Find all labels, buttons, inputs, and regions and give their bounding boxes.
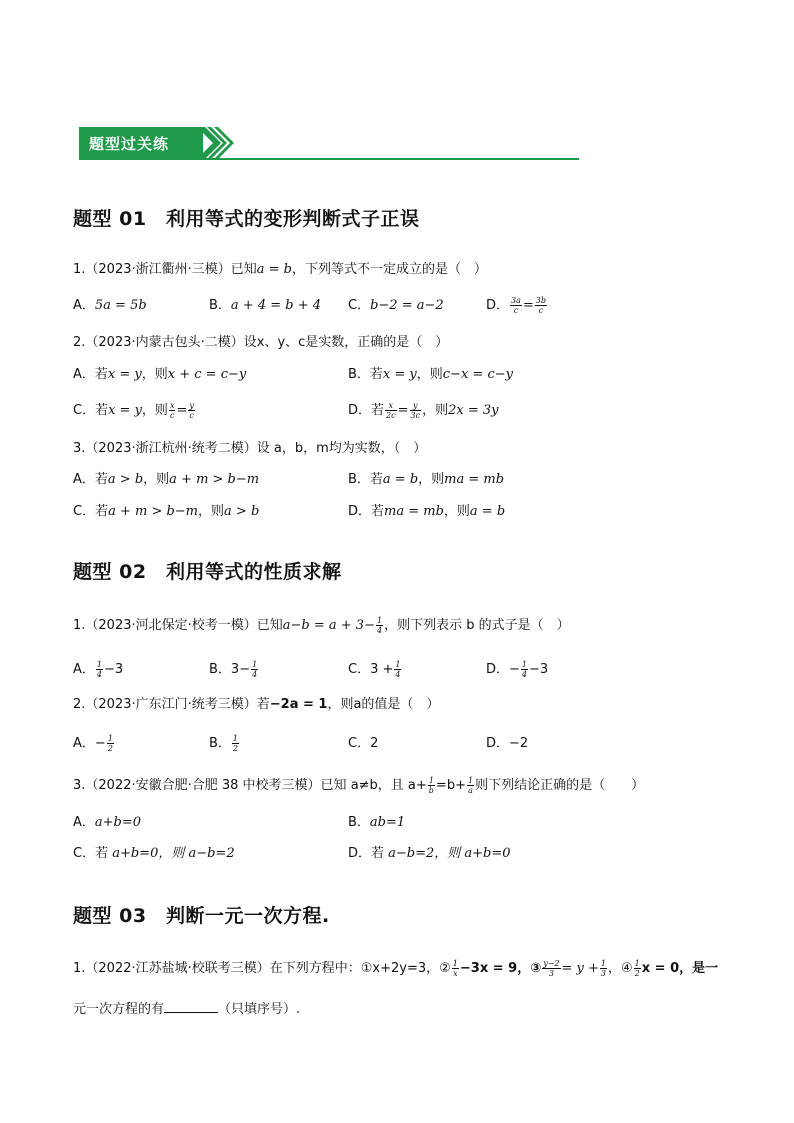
numerator: 1 bbox=[395, 660, 401, 669]
stem-text: ，下列等式不一定成立的是（ ） bbox=[292, 262, 488, 277]
option-label: C． bbox=[348, 736, 371, 751]
option-math: −2 bbox=[509, 736, 529, 751]
question-2-1 bbox=[73, 616, 570, 636]
question-1-2: 2.（2023·内蒙古包头·二模）设x、y、c是实数，正确的是（ ） bbox=[73, 335, 449, 350]
question-1-1 bbox=[73, 260, 487, 280]
fraction bbox=[394, 660, 401, 679]
stem-text: ，④ bbox=[608, 961, 633, 976]
option-text: ，则 bbox=[416, 367, 443, 382]
option-text: ，则 bbox=[422, 403, 449, 418]
option-math: b−2 = a−2 bbox=[370, 298, 444, 313]
stem-math: x = 0，是一 bbox=[641, 961, 719, 976]
option-math: − bbox=[94, 736, 106, 751]
option-text: ，则 bbox=[198, 504, 225, 519]
option-label: C．若 bbox=[73, 504, 109, 519]
numerator: 1 bbox=[232, 734, 239, 743]
option-label: C．若 bbox=[73, 403, 109, 418]
numerator: 1 bbox=[521, 660, 528, 669]
numerator: 1 bbox=[107, 734, 113, 743]
fraction bbox=[107, 734, 114, 753]
option-d bbox=[348, 844, 511, 864]
stem-math: = y + bbox=[561, 961, 599, 976]
option-b bbox=[209, 734, 240, 754]
answer-blank[interactable] bbox=[164, 998, 218, 1013]
numerator: y bbox=[189, 401, 194, 410]
option-label: B．若 bbox=[348, 472, 383, 487]
banner-stripes-icon bbox=[197, 124, 237, 162]
option-math: a + m > b−m bbox=[169, 472, 260, 487]
option-d bbox=[486, 660, 548, 680]
numerator: 1 bbox=[452, 959, 458, 968]
denominator: x bbox=[453, 969, 458, 978]
fraction bbox=[188, 401, 195, 420]
option-text: ，则 bbox=[143, 472, 170, 487]
denominator: 2 bbox=[232, 744, 239, 753]
fraction bbox=[96, 660, 103, 679]
option-a bbox=[73, 365, 246, 385]
numerator: y−2 bbox=[543, 959, 560, 968]
fraction bbox=[510, 296, 522, 315]
denominator: b bbox=[428, 786, 434, 795]
option-text: ，则 bbox=[443, 504, 470, 519]
option-label: D．若 bbox=[348, 846, 385, 861]
section-heading-2: 题型 02 利用等式的性质求解 bbox=[73, 561, 342, 583]
option-c bbox=[348, 296, 444, 316]
denominator: 3 bbox=[548, 969, 554, 978]
question-1-3: 3.（2023·浙江杭州·统考二模）设 a，b，m均为实数，（ ） bbox=[73, 441, 427, 456]
numerator: x bbox=[169, 401, 175, 410]
fraction bbox=[467, 776, 474, 795]
stem-math: −2a = 1 bbox=[269, 697, 328, 712]
stem-text: 2.（2023·广东江门·统考三模）若 bbox=[73, 697, 270, 712]
stem-text: ，则a的值是（ ） bbox=[327, 697, 440, 712]
question-3-1-line2 bbox=[73, 998, 300, 1020]
option-b bbox=[348, 813, 405, 833]
stem-text: ，则下列表示 b 的式子是（ ） bbox=[384, 618, 570, 633]
stem-text: （只填序号）. bbox=[218, 1002, 301, 1017]
numerator: 3b bbox=[535, 296, 546, 305]
numerator: x bbox=[385, 401, 397, 411]
numerator: 1 bbox=[600, 959, 607, 968]
denominator: 4 bbox=[96, 670, 102, 679]
option-b bbox=[209, 660, 259, 680]
option-label: B． bbox=[209, 662, 231, 677]
denominator: c bbox=[538, 306, 544, 315]
numerator: 1 bbox=[467, 776, 474, 785]
numerator: 1 bbox=[96, 660, 102, 669]
numerator: 1 bbox=[428, 776, 434, 785]
option-label: D． bbox=[486, 736, 510, 751]
denominator: 4 bbox=[521, 670, 528, 679]
option-c bbox=[73, 401, 196, 421]
option-math: a+b=0，则 a−b=2 bbox=[108, 846, 235, 861]
option-text: ，则 bbox=[141, 367, 168, 382]
fraction bbox=[521, 660, 528, 679]
option-label: B． bbox=[209, 298, 231, 313]
option-text: ，则 bbox=[141, 403, 168, 418]
fraction bbox=[385, 401, 397, 420]
stem-text: 1.（2023·浙江衢州·三模）已知 bbox=[73, 262, 257, 277]
stem-text: 则下列结论正确的是（ ） bbox=[475, 778, 645, 793]
fraction bbox=[169, 401, 176, 420]
option-d bbox=[348, 502, 505, 522]
option-math: x = y bbox=[382, 367, 417, 382]
fraction bbox=[232, 734, 239, 753]
option-label: C． bbox=[348, 298, 371, 313]
option-math: 3− bbox=[230, 662, 251, 677]
section-heading-1: 题型 01 利用等式的变形判断式子正误 bbox=[73, 208, 420, 230]
equals: = bbox=[522, 298, 534, 313]
option-label: C． bbox=[348, 662, 371, 677]
denominator: 3c bbox=[410, 411, 421, 420]
option-math: a > b bbox=[107, 472, 144, 487]
equals: = bbox=[397, 403, 409, 418]
option-label: A． bbox=[73, 662, 95, 677]
option-a bbox=[73, 470, 259, 490]
equals: = bbox=[176, 403, 188, 418]
option-label: D．若 bbox=[348, 504, 385, 519]
option-label: D． bbox=[486, 662, 510, 677]
section-heading-3: 题型 03 判断一元一次方程. bbox=[73, 905, 330, 927]
option-math: x = y bbox=[108, 403, 142, 418]
fraction bbox=[428, 776, 435, 795]
option-b bbox=[209, 296, 321, 316]
stem-text: 3.（2022·安徽合肥·合肥 38 中校考三模）已知 a≠b，且 a+ bbox=[73, 778, 427, 793]
fraction bbox=[376, 616, 383, 635]
option-label: D．若 bbox=[348, 403, 385, 418]
fraction bbox=[634, 959, 641, 978]
option-label: A． bbox=[73, 298, 95, 313]
option-c bbox=[73, 844, 235, 864]
fraction bbox=[535, 296, 547, 315]
question-2-2 bbox=[73, 695, 439, 715]
denominator: a bbox=[468, 786, 473, 795]
option-a bbox=[73, 660, 123, 680]
option-label: A． bbox=[73, 736, 95, 751]
option-label: B． bbox=[348, 815, 370, 830]
stem-math: a = b bbox=[256, 262, 292, 277]
option-math: −3 bbox=[529, 662, 549, 677]
option-math: 3 + bbox=[370, 662, 394, 677]
denominator: 2c bbox=[386, 411, 396, 420]
option-math: ma = mb bbox=[384, 504, 444, 519]
denominator: 4 bbox=[395, 670, 401, 679]
denominator: c bbox=[169, 411, 175, 420]
option-a bbox=[73, 296, 147, 316]
option-math: 2 bbox=[370, 736, 379, 751]
option-c bbox=[348, 734, 378, 754]
option-math: a+b=0 bbox=[94, 815, 142, 830]
option-math: a + 4 = b + 4 bbox=[230, 298, 322, 313]
denominator: c bbox=[513, 306, 519, 315]
fraction bbox=[600, 959, 607, 978]
option-label: A． bbox=[73, 815, 95, 830]
option-math: 2x = 3y bbox=[448, 403, 499, 418]
numerator: 1 bbox=[634, 959, 640, 968]
option-math: x + c = c−y bbox=[167, 367, 247, 382]
stem-text: 1.（2023·河北保定·校考一模）已知 bbox=[73, 618, 283, 633]
stem-math: a−b = a + 3− bbox=[282, 618, 375, 633]
option-math: a + m > b−m bbox=[108, 504, 199, 519]
stem-text: 1.（2022·江苏盐城·校联考三模）在下列方程中：①x+2y=3，② bbox=[73, 961, 451, 976]
question-3-1 bbox=[73, 959, 718, 979]
option-d bbox=[486, 296, 548, 316]
option-b bbox=[348, 365, 513, 385]
option-label: B． bbox=[209, 736, 231, 751]
numerator: 3a bbox=[511, 296, 521, 305]
option-a bbox=[73, 813, 141, 833]
option-math: ma = mb bbox=[444, 472, 505, 487]
banner-underline bbox=[79, 158, 579, 160]
stem-text: =b+ bbox=[435, 778, 466, 793]
denominator: 4 bbox=[376, 626, 383, 635]
denominator: 3 bbox=[600, 969, 607, 978]
option-math: a = b bbox=[382, 472, 419, 487]
fraction bbox=[251, 660, 258, 679]
stem-text: 元一次方程的有 bbox=[73, 1002, 165, 1017]
option-math: x = y bbox=[107, 367, 142, 382]
option-math: c−x = c−y bbox=[442, 367, 513, 382]
option-math: a−b=2，则 a+b=0 bbox=[384, 846, 511, 861]
option-text: ，则 bbox=[418, 472, 445, 487]
numerator: 1 bbox=[252, 660, 258, 669]
option-label: A．若 bbox=[73, 367, 108, 382]
option-c bbox=[348, 660, 402, 680]
banner-title: 题型过关练 bbox=[89, 135, 170, 153]
option-label: C．若 bbox=[73, 846, 109, 861]
section-banner bbox=[79, 124, 579, 162]
option-math: − bbox=[509, 662, 520, 677]
option-math: 5a = 5b bbox=[94, 298, 147, 313]
fraction bbox=[452, 959, 459, 978]
option-d bbox=[486, 734, 528, 754]
option-math: a = b bbox=[469, 504, 506, 519]
stem-math: −3x = 9，③ bbox=[459, 961, 542, 976]
denominator: 2 bbox=[634, 969, 640, 978]
option-math: ab=1 bbox=[369, 815, 406, 830]
denominator: 2 bbox=[107, 744, 113, 753]
option-label: A．若 bbox=[73, 472, 108, 487]
option-c bbox=[73, 502, 259, 522]
option-math: −3 bbox=[104, 662, 124, 677]
option-a bbox=[73, 734, 115, 754]
denominator: c bbox=[189, 411, 194, 420]
denominator: 4 bbox=[252, 670, 258, 679]
option-label: D． bbox=[486, 298, 510, 313]
fraction bbox=[542, 959, 560, 978]
numerator: 1 bbox=[376, 616, 383, 625]
option-math: a > b bbox=[224, 504, 260, 519]
question-2-3 bbox=[73, 776, 644, 796]
option-d bbox=[348, 401, 498, 421]
option-label: B．若 bbox=[348, 367, 383, 382]
option-b bbox=[348, 470, 504, 490]
numerator: y bbox=[410, 401, 422, 411]
fraction bbox=[410, 401, 422, 420]
